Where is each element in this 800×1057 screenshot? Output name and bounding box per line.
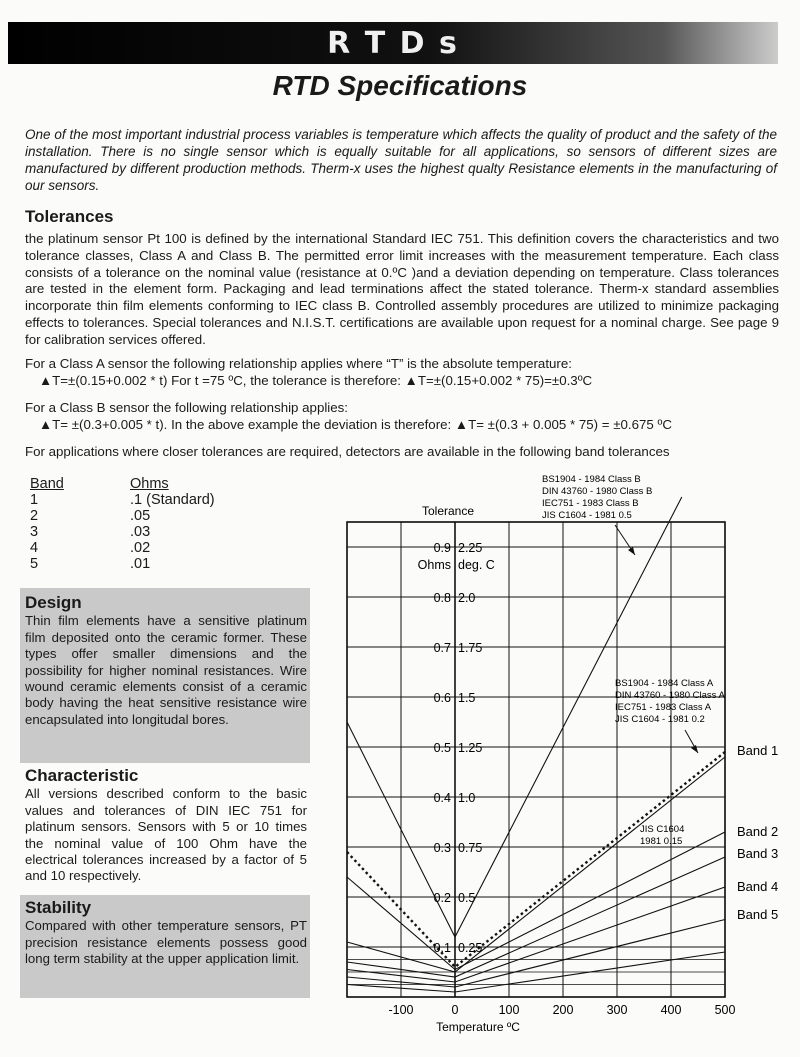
y-tick-label-deg: 2.25: [458, 541, 483, 555]
y-tick-label-deg: 1.75: [458, 641, 483, 655]
x-tick-label: 300: [606, 1003, 628, 1017]
class-b-note-line: DIN 43760 - 1980 Class B: [542, 486, 653, 497]
x-tick-label: 100: [498, 1003, 520, 1017]
band-table-row: [30, 556, 215, 572]
y-tick-label-deg: 1.25: [458, 741, 483, 755]
y-tick-label-deg: 1.5: [458, 691, 476, 705]
y-tick-label-ohms: 0.4: [433, 791, 451, 805]
y-tick-label-deg: 2.0: [458, 591, 476, 605]
band-cell: 3: [30, 524, 39, 540]
class-a-note-line: BS1904 - 1984 Class A: [615, 678, 714, 689]
class-b-formula: ▲T= ±(0.3+0.005 * t). In the above example the deviation is therefore: ▲T= ±(0.3 + 0.005 * 75) = ±0.675 ºC: [39, 417, 672, 432]
y-tick-label-ohms: 0.2: [433, 891, 451, 905]
characteristic-section: [25, 768, 307, 885]
y-tick-label-ohms: 0.8: [433, 591, 451, 605]
band-cell: 5: [30, 556, 39, 572]
series-line: [347, 752, 725, 967]
class-b-arrowhead: [628, 547, 635, 555]
jis-annotation: [640, 824, 684, 847]
y-tick-label-ohms: 0.6: [433, 691, 451, 705]
x-tick-label: 500: [714, 1003, 736, 1017]
band-table-row: [30, 540, 215, 556]
y-tick-label-ohms: 0.3: [433, 841, 451, 855]
section-header-bar: R T D s: [8, 22, 778, 64]
design-heading: Design: [25, 593, 82, 612]
band-table: [30, 476, 215, 572]
x-tick-label: 400: [660, 1003, 682, 1017]
y-tick-label-deg: 0.5: [458, 891, 476, 905]
class-b-note-line: IEC751 - 1983 Class B: [542, 498, 639, 509]
ohms-cell: .01: [130, 556, 151, 572]
band-column-header: Band: [30, 476, 64, 492]
series-line: [347, 757, 725, 972]
y-unit-ohms: Ohms: [417, 558, 451, 572]
page-title: RTD Specifications: [272, 70, 528, 101]
series-line: [347, 832, 725, 970]
class-a-annotation: [615, 678, 726, 753]
y-tick-label-deg: 0.75: [458, 841, 483, 855]
band-table-row: [30, 524, 215, 540]
stability-paragraph: Compared with other temperature sensors, PT precision resistance elements possess good long term stability at the upper application limit.: [25, 918, 307, 967]
y-tick-label-deg: 0.25: [458, 941, 483, 955]
class-a-note-line: IEC751 - 1983 Class A: [615, 702, 712, 713]
band-label: Band 4: [737, 879, 779, 894]
y-tick-label-ohms: 0.7: [433, 641, 451, 655]
x-axis-label: Temperature ºC: [436, 1020, 520, 1034]
x-tick-label: 200: [552, 1003, 574, 1017]
jis-note-line: 1981 0.15: [640, 836, 683, 847]
tolerance-chart: [330, 470, 790, 1050]
ohms-cell: .05: [130, 508, 151, 524]
class-a-intro: For a Class A sensor the following relationship applies where “T” is the absolute temperature:: [25, 356, 572, 371]
ohms-column-header: Ohms: [130, 476, 169, 492]
band-label: Band 3: [737, 846, 779, 861]
band-label: Band 1: [737, 743, 779, 758]
band-cell: 4: [30, 540, 39, 556]
ohms-cell: .1 (Standard): [130, 492, 215, 508]
class-b-intro: For a Class B sensor the following relationship applies:: [25, 400, 348, 415]
class-b-annotation: [542, 474, 652, 555]
band-table-row: [30, 492, 215, 508]
chart-ticks: [388, 541, 735, 1017]
band-intro: For applications where closer tolerances are required, detectors are available in the following band tolerances: [25, 444, 670, 459]
y-axis-label: Tolerance: [421, 504, 475, 518]
band-labels: [737, 743, 778, 922]
design-paragraph: Thin film elements have a sensitive platinum film deposited onto the ceramic former. These types offer smaller dimensions and the possibility for higher nominal resistances. Wire wound ceramic elements consist of a ceramic body having the heat sensitive resistance wire encapsulated into longitudal bores.: [25, 613, 307, 727]
band-label: Band 5: [737, 907, 779, 922]
x-tick-label: -100: [388, 1003, 414, 1017]
class-a-formula: ▲T=±(0.15+0.002 * t) For t =75 ºC, the tolerance is therefore: ▲T=±(0.15+0.002 * 75)=±0.3ºC: [39, 373, 593, 388]
characteristic-heading: Characteristic: [25, 766, 139, 785]
y-tick-label-deg: 1.0: [458, 791, 476, 805]
band-table-row: [30, 508, 215, 524]
band-table-header: [30, 476, 215, 492]
y-tick-label-ohms: 0.5: [433, 741, 451, 755]
intro-paragraph: One of the most important industrial process variables is temperature which affects the quality of product and the safety of the installation. There is no single sensor which is equally suitable for all applications, so sensors of different sizes are manufactured by different production methods. Therm-x uses the highest qualty Resistance elements in the manufacturing of our sensors.: [25, 127, 777, 193]
series-line: [347, 887, 725, 982]
class-a-note-line: JIS C1604 - 1981 0.2: [615, 714, 705, 725]
band-cell: 1: [30, 492, 39, 508]
y-tick-label-ohms: 0.1: [433, 941, 451, 955]
class-a-block: [25, 355, 592, 389]
class-b-note-line: JIS C1604 - 1981 0.5: [542, 510, 632, 521]
y-unit-deg: deg. C: [458, 558, 495, 572]
class-b-note-line: BS1904 - 1984 Class B: [542, 474, 641, 485]
class-b-block: [25, 399, 672, 433]
tolerances-paragraph: the platinum sensor Pt 100 is defined by the international Standard IEC 751. This definition covers the characteristics and two tolerance classes, Class A and Class B. The permitted error limit increases with the measurement temperature. Each class consists of a tolerance on the nominal value (resistance at 0.ºC )and a deviation depending on temperature. Class tolerances are tested in the element form. Packaging and lead terminations affect the stated tolerance. Therm-x standard assemblies incorporate thin film elements conforming to IEC class B. Controlled assembly procedures are utilized to minimize packaging effects to tolerances. Special tolerances and N.I.S.T. certifications are available upon request for a nominal charge. See page 9 for calibration services offered.: [25, 231, 779, 347]
series-line: [347, 857, 725, 977]
band-cell: 2: [30, 508, 39, 524]
stability-heading: Stability: [25, 898, 92, 917]
class-a-arrowhead: [691, 745, 698, 753]
ohms-cell: .03: [130, 524, 151, 540]
y-tick-label-ohms: 0.9: [433, 541, 451, 555]
ohms-cell: .02: [130, 540, 151, 556]
design-section: [25, 595, 307, 728]
band-label: Band 2: [737, 824, 779, 839]
stability-section: [25, 900, 307, 968]
class-a-note-line: DIN 43760 - 1980 Class A: [615, 690, 725, 701]
characteristic-paragraph: All versions described conform to the basic values and tolerances of DIN IEC 751 for platinum sensors. Sensors with 5 or 10 times the nominal value of 100 Ohm have the electrical tolerances increased by a factor of 5 and 10 respectively.: [25, 786, 307, 884]
x-tick-label: 0: [451, 1003, 459, 1017]
tolerances-heading: Tolerances: [25, 207, 114, 226]
jis-note-line: JIS C1604: [640, 824, 685, 835]
